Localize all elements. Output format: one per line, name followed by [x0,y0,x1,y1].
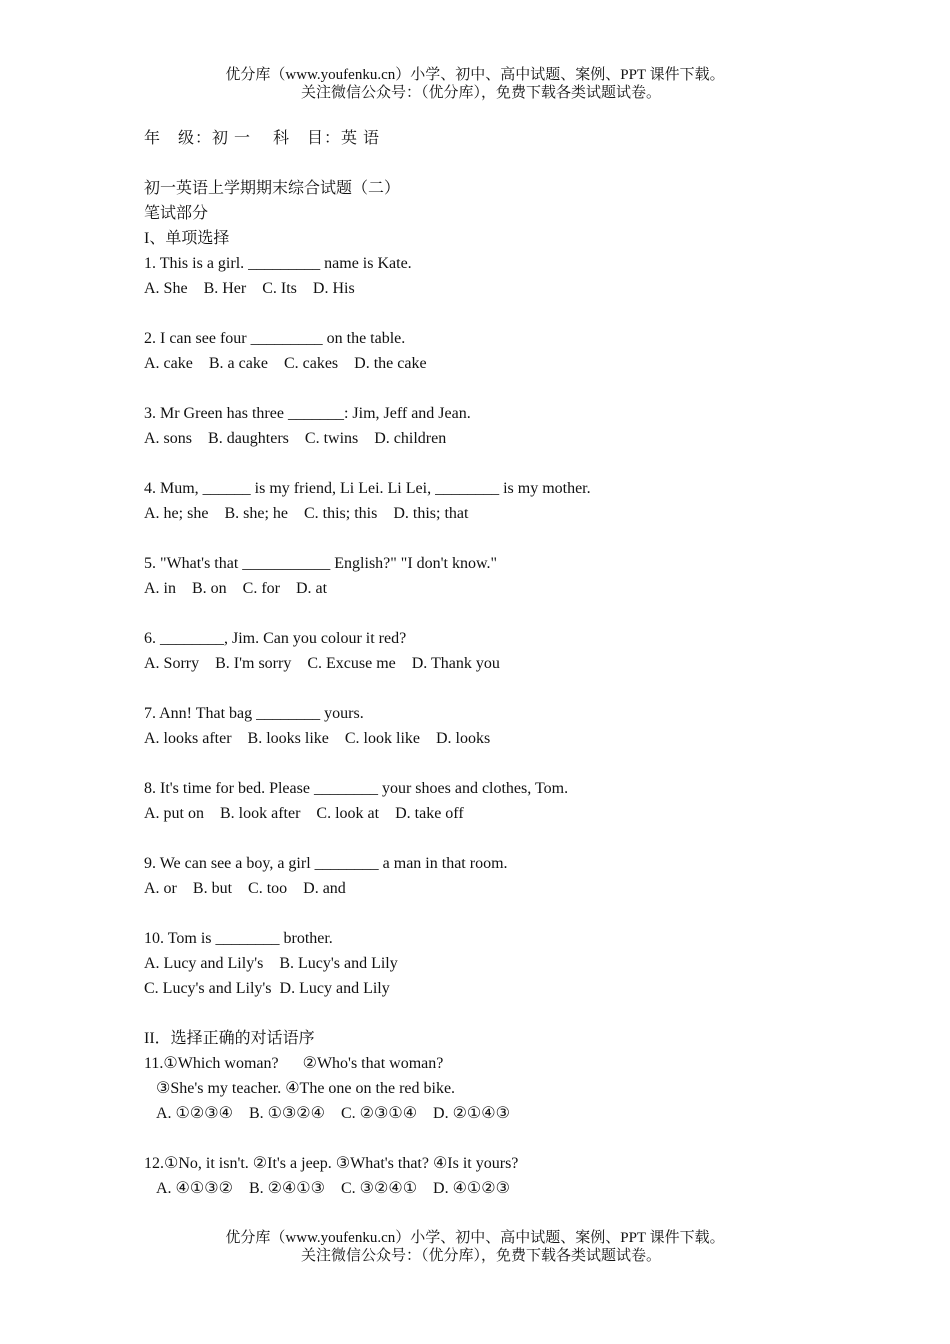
option: A. She [144,280,188,297]
option: C. cakes [283,355,339,372]
page-header [0,66,950,102]
question-9: 9. We can see a boy, a girl ________ a man in that room. [144,855,508,872]
option: C. too [248,880,288,897]
footer-line-2: 关注微信公众号：（优分库），免费下载各类试题试卷。 [300,1248,661,1264]
options-11 [144,1101,844,1126]
options-10-row-2 [144,976,844,1001]
options-6 [144,651,844,676]
option: B. but [192,880,233,897]
question-8: 8. It's time for bed. Please ________ your shoes and clothes, Tom. [144,780,569,797]
header-line-2: 关注微信公众号：（优分库），免费下载各类试题试卷。 [300,85,661,101]
options-5 [144,576,844,601]
question-10: 10. Tom is ________ brother. [144,930,333,947]
option: A. Sorry [144,655,200,672]
option: C. this; this [303,505,378,522]
option: D. and [303,880,346,897]
option: B. looks like [247,730,329,747]
option: D. at [296,580,328,597]
option: A. cake [144,355,193,372]
option: D. His [312,280,355,297]
option: B. ②④①③ [248,1180,325,1197]
options-7 [144,726,844,751]
option: B. she; he [224,505,288,522]
section1-heading: I、单项选择 [144,230,230,247]
option: C. look at [316,805,380,822]
option: B. Lucy's and Lily [279,955,398,972]
question-7: 7. Ann! That bag ________ yours. [144,705,364,722]
option: A. sons [144,430,193,447]
option: D. the cake [354,355,427,372]
option: D. looks [435,730,491,747]
option: C. ③②④① [340,1180,418,1197]
options-10-row-1 [144,951,844,976]
option: B. a cake [208,355,268,372]
options-4 [144,501,844,526]
option: B. daughters [208,430,289,447]
option: D. Thank you [411,655,500,672]
options-3 [144,426,844,451]
question-6: 6. ________, Jim. Can you colour it red? [144,630,407,647]
exam-subtitle: 笔试部分 [144,205,209,222]
option: C. ②③①④ [340,1105,418,1122]
option: B. Her [203,280,247,297]
option: C. for [242,580,280,597]
question-3: 3. Mr Green has three _______: Jim, Jeff and Jean. [144,405,471,422]
exam-title: 初一英语上学期期末综合试题（二） [144,180,401,197]
header-line-1: 优分库（www.youfenku.cn）小学、初中、高中试题、案例、PPT 课件下载。 [225,67,725,83]
options-1 [144,276,844,301]
question-1: 1. This is a girl. _________ name is Kate. [144,255,412,272]
option: A. Lucy and Lily's [144,955,264,972]
option: A. in [144,580,176,597]
option: A. looks after [144,730,232,747]
question-5: 5. "What's that ___________ English?" "I don't know." [144,555,498,572]
option: B. ①③②④ [248,1105,325,1122]
grade-subject: 年 级：初 一 科 目：英 语 [144,130,381,147]
option: D. ②①④③ [433,1105,510,1122]
question-11-line-1 [144,1051,844,1076]
option: B. on [192,580,227,597]
option: C. Lucy's and Lily's [144,980,272,997]
option: A. put on [144,805,204,822]
option: C. twins [304,430,359,447]
option: D. children [374,430,447,447]
option: B. I'm sorry [215,655,292,672]
options-9 [144,876,844,901]
exam-content [144,126,844,1201]
option: A. ④①③② [156,1180,233,1197]
option: C. Its [262,280,297,297]
option: B. look after [220,805,301,822]
question-11-line-2: ③She's my teacher. ④The one on the red bike. [156,1080,456,1097]
question-2: 2. I can see four _________ on the table. [144,330,406,347]
footer-line-1: 优分库（www.youfenku.cn）小学、初中、高中试题、案例、PPT 课件下载。 [225,1230,725,1246]
option: C. Excuse me [307,655,396,672]
q11-part-b: ②Who's that woman? [302,1055,444,1072]
option: A. or [144,880,177,897]
options-12 [144,1176,844,1201]
question-4: 4. Mum, ______ is my friend, Li Lei. Li Lei, ________ is my mother. [144,480,591,497]
q11-part-a: 11.①Which woman? [144,1055,279,1072]
question-12: 12.①No, it isn't. ②It's a jeep. ③What's that? ④Is it yours? [144,1155,519,1172]
option: A. he; she [144,505,209,522]
option: D. take off [395,805,464,822]
option: D. Lucy and Lily [279,980,390,997]
option: D. this; that [393,505,469,522]
option: A. ①②③④ [156,1105,233,1122]
options-2 [144,351,844,376]
section2-heading: II．选择正确的对话语序 [144,1030,315,1047]
option: D. ④①②③ [433,1180,510,1197]
options-8 [144,801,844,826]
page-footer [0,1229,950,1265]
option: C. look like [344,730,420,747]
